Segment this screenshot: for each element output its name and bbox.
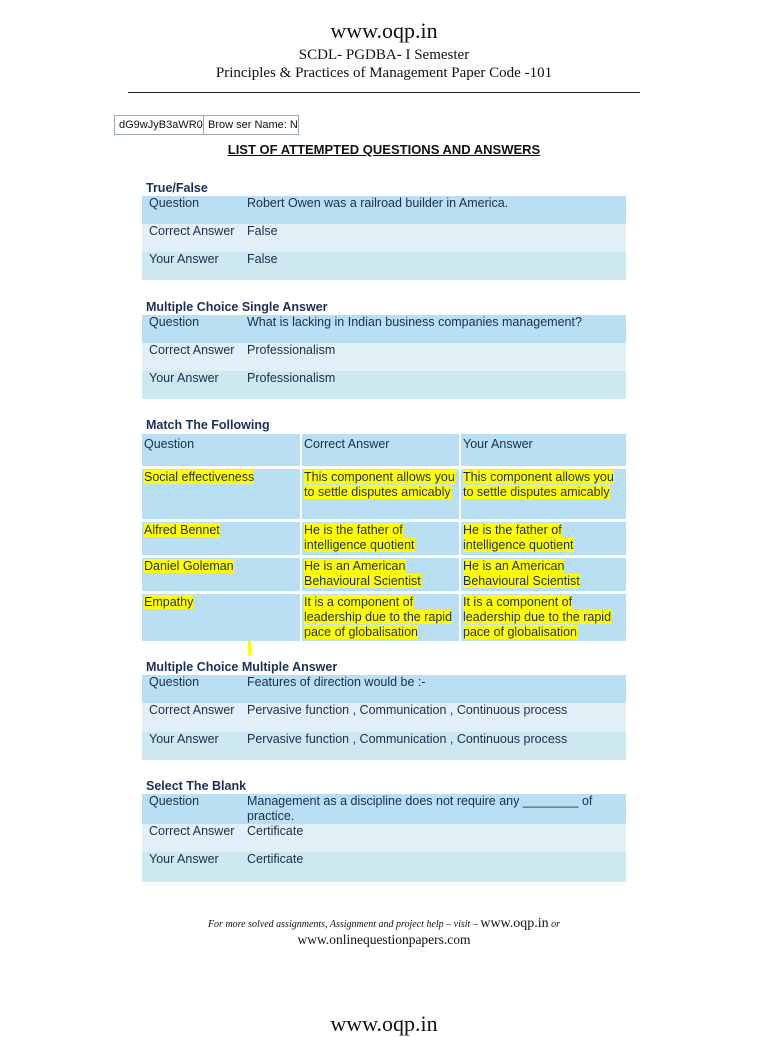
question-row <box>142 315 626 343</box>
match-correct: He is the father of intelligence quotient <box>304 523 415 552</box>
browser-info-row <box>114 115 299 135</box>
question-row <box>142 196 626 224</box>
your-answer-text: Pervasive function , Communication , Continuous process <box>247 732 568 746</box>
section-title-mcma: Multiple Choice Multiple Answer <box>146 660 338 674</box>
your-answer-row <box>142 252 626 280</box>
site-name: www.oqp.in <box>330 18 438 43</box>
list-title: LIST OF ATTEMPTED QUESTIONS AND ANSWERS <box>227 142 541 157</box>
question-text: Management as a discipline does not require any ________ of practice. <box>247 794 593 823</box>
correct-answer-text: Certificate <box>247 824 304 838</box>
section-title-match: Match The Following <box>146 418 270 432</box>
session-id-cell: dG9wJyB3aWR0 <box>114 115 203 135</box>
question-label: Question <box>149 196 200 210</box>
correct-answer-label: Correct Answer <box>149 343 235 357</box>
match-question: Empathy <box>144 595 194 609</box>
footer-link-onlinequestionpapers[interactable]: www.onlinequestionpapers.com <box>297 932 471 947</box>
your-answer-row <box>142 732 626 760</box>
match-row <box>142 594 626 641</box>
your-answer-row <box>142 371 626 399</box>
question-label: Question <box>149 794 200 808</box>
section-title-blank: Select The Blank <box>146 779 247 793</box>
match-header-correct: Correct Answer <box>302 434 459 466</box>
section-title-true-false: True/False <box>146 181 208 195</box>
match-header-question: Question <box>142 434 300 466</box>
match-yours: He is the father of intelligence quotient <box>463 523 574 552</box>
correct-answer-row <box>142 824 626 852</box>
match-question-cell <box>142 558 300 591</box>
match-row <box>142 558 626 591</box>
match-yours-cell <box>461 469 626 519</box>
match-correct-cell <box>302 594 459 641</box>
match-correct: He is an American Behavioural Scientist <box>304 559 421 588</box>
question-text: Features of direction would be :- <box>247 675 426 689</box>
correct-answer-row <box>142 224 626 252</box>
match-correct-cell <box>302 522 459 555</box>
correct-answer-label: Correct Answer <box>149 224 235 238</box>
paper-name: Principles & Practices of Management Paper Code -101 <box>215 65 553 81</box>
correct-answer-row <box>142 343 626 371</box>
match-yours: It is a component of leadership due to the rapid pace of globalisation <box>463 595 612 639</box>
page-header <box>0 18 768 82</box>
match-question-cell <box>142 522 300 555</box>
your-answer-label: Your Answer <box>149 852 219 866</box>
match-table <box>142 434 626 641</box>
match-yours: This component allows you to settle disputes amicably <box>463 470 614 499</box>
footer-or: or <box>551 919 561 930</box>
next-page-site-name: www.oqp.in <box>330 1011 438 1036</box>
browser-name-cell: Brow ser Name: N <box>203 115 299 135</box>
header-rule <box>128 92 640 93</box>
correct-answer-row <box>142 703 626 732</box>
correct-answer-text: False <box>247 224 278 238</box>
question-row <box>142 794 626 824</box>
correct-answer-label: Correct Answer <box>149 703 235 717</box>
match-header-yours: Your Answer <box>461 434 626 466</box>
correct-answer-label: Correct Answer <box>149 824 235 838</box>
match-row <box>142 469 626 519</box>
your-answer-text: Certificate <box>247 852 304 866</box>
course-name: SCDL- PGDBA- I Semester <box>298 47 470 63</box>
question-label: Question <box>149 315 200 329</box>
your-answer-text: False <box>247 252 278 266</box>
your-answer-row <box>142 852 626 882</box>
footer-link-oqp[interactable]: www.oqp.in <box>480 916 549 931</box>
question-text: What is lacking in Indian business companies management? <box>247 315 582 329</box>
match-correct-cell <box>302 558 459 591</box>
match-question: Alfred Bennet <box>144 523 220 537</box>
match-question: Social effectiveness <box>144 470 255 484</box>
footer-line <box>0 916 768 932</box>
qa-table-blank <box>142 794 626 882</box>
match-question-cell <box>142 469 300 519</box>
question-row <box>142 675 626 703</box>
match-question-cell <box>142 594 300 641</box>
match-header-row <box>142 434 626 466</box>
match-row <box>142 522 626 555</box>
qa-table-true-false <box>142 196 626 280</box>
match-yours-cell <box>461 558 626 591</box>
your-answer-text: Professionalism <box>247 371 336 385</box>
section-title-mcsa: Multiple Choice Single Answer <box>146 300 328 314</box>
match-question: Daniel Goleman <box>144 559 234 573</box>
page-footer <box>0 916 768 948</box>
match-correct: This component allows you to settle disputes amicably <box>304 470 455 499</box>
correct-answer-text: Professionalism <box>247 343 336 357</box>
correct-answer-text: Pervasive function , Communication , Continuous process <box>247 703 568 717</box>
match-correct: It is a component of leadership due to the rapid pace of globalisation <box>304 595 453 639</box>
footer-text: For more solved assignments, Assignment and project help – visit – <box>207 919 478 930</box>
question-label: Question <box>149 675 200 689</box>
your-answer-label: Your Answer <box>149 252 219 266</box>
qa-table-mcma <box>142 675 626 760</box>
question-text: Robert Owen was a railroad builder in America. <box>247 196 509 210</box>
your-answer-label: Your Answer <box>149 371 219 385</box>
match-yours-cell <box>461 522 626 555</box>
highlight-mark <box>248 641 251 656</box>
match-correct-cell <box>302 469 459 519</box>
match-yours-cell <box>461 594 626 641</box>
qa-table-mcsa <box>142 315 626 399</box>
your-answer-label: Your Answer <box>149 732 219 746</box>
match-yours: He is an American Behavioural Scientist <box>463 559 580 588</box>
